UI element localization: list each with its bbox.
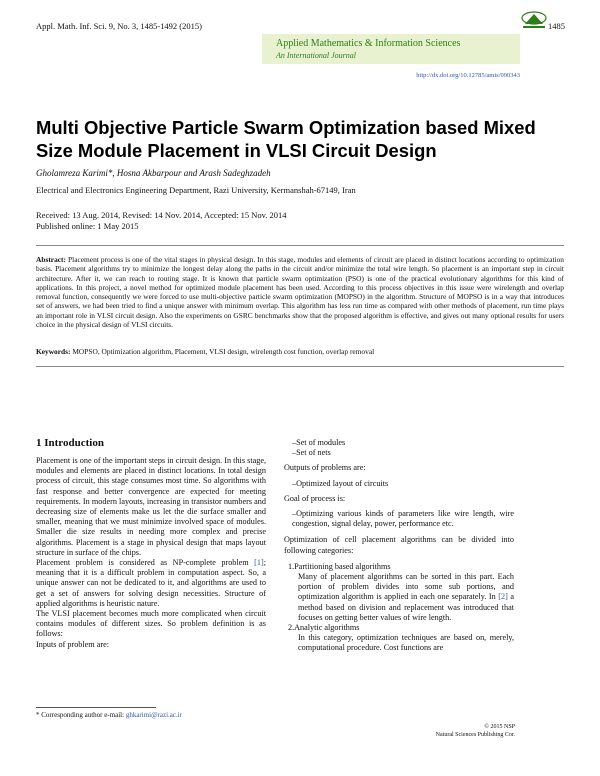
list-item-title: 2.Analytic algorithms [288, 623, 360, 633]
section-heading: 1 Introduction [36, 437, 104, 449]
list-item-title: 1.Partitioning based algorithms [288, 561, 391, 571]
journal-name: Applied Mathematics & Information Sciences [276, 38, 461, 49]
list-item: –Set of nets [292, 448, 331, 458]
list-item: –Set of modules [292, 438, 346, 447]
journal-citation: Appl. Math. Inf. Sci. 9, No. 3, 1485-1492 (2015) [36, 21, 202, 31]
keywords-label: Keywords: [36, 347, 71, 356]
email-link[interactable]: ghkarimi@razi.ac.ir [125, 711, 183, 719]
paragraph: Optimization of cell placement algorithms can be divided into following categories: [284, 535, 514, 555]
divider [36, 366, 564, 367]
paper-title: Multi Objective Particle Swarm Optimization based Mixed Size Module Placement in VLSI Circuit Design [36, 117, 536, 161]
doi-link[interactable]: http://dx.doi.org/10.12785/amis/090343 [416, 72, 520, 79]
paragraph: The VLSI placement becomes much more complicated when circuit contains modules of different sizes. So problem definition is as follows: [36, 609, 266, 639]
list-item-body: In this category, optimization techniques are based on, merely, computational procedure. Cost functions are [298, 633, 514, 653]
column-right [284, 438, 514, 654]
paragraph: Placement is one of the important steps in circuit design. In this stage, modules and elements are placed in distinct locations. In total design process of circuit, this stage consumes most time. So algorithms with fast response and better convergence are expected for meeting requirements. In modern layouts, increasing in transistor numbers and decreasing size of elements make us let the die surface smaller and smaller, meaning that we must minimize involved space of modules. Smaller die size results in needing more complex and precise algorithms. Placement is a stage in physical design that maps layout structure in surface of the chips. [36, 456, 266, 557]
divider [36, 245, 564, 246]
paragraph: Inputs of problem are: [36, 639, 109, 649]
paragraph: Goal of process is: [284, 493, 346, 503]
abstract-text: Placement process is one of the vital stages in physical design. In this stage, modules and elements of circuit are placed in distinct locations according to optimization basis. Placement algorithms try to minimize the longest delay along the paths in the circuit and/or minimize the total wire length. So placement is an important step in circuit architecture. After it, we can reach to routing stage. It is known that particle swarm optimization (PSO) is one of the practical evolutionary algorithms for this kind of applications. In this project, a novel method for optimized module placement has been used. According to this process objectives in this issue were wirelength and overlap removal function, consequently we were forced to use multi-objective particle swarm optimization (MOPSO) in the algorithm. Structure of MOPSO is in a way that introduces set of answers, we had been tried to find a unique answer with minimum overlap. This algorithm has less run time as compared with other methods of placement, run time plays an important role in VLSI circuit design. Also the experiments on GSRC benchmarks show that the proposed algorithm is effective, and gives out many optional results for users choice in the physical design of VLSI circuits. [36, 255, 564, 329]
keywords [36, 347, 564, 356]
list-item: –Optimized layout of circuits [292, 478, 389, 488]
paragraph: Outputs of problems are: [284, 463, 366, 473]
abstract [36, 255, 564, 329]
footnote: * Corresponding author e-mail: ghkarimi@razi.ac.ir [36, 711, 183, 719]
nsp-logo-icon [520, 10, 548, 30]
list-item: –Optimizing various kinds of parameters like wire length, wire congestion, signal delay, power, performance etc. [292, 509, 514, 529]
list-item-body: Many of placement algorithms can be sorted in this part. Each portion of problem divides into some sub portions, and optimization algorithm is applied in each one separately. In [2] a method based on division and replacement was introduced that focuses on getting better values of wire length. [298, 572, 514, 622]
received-dates: Received: 13 Aug. 2014, Revised: 14 Nov. 2014, Accepted: 15 Nov. 2014 [36, 210, 287, 220]
column-left [36, 456, 266, 650]
journal-banner [262, 34, 520, 64]
dates [36, 210, 287, 231]
keywords-text: MOPSO, Optimization algorithm, Placement, VLSI design, wirelength cost function, overlap removal [72, 347, 375, 356]
footnote-divider [36, 707, 156, 708]
paragraph: Placement problem is considered as NP-complete problem [1]; meaning that it is a difficult problem in computation aspect. So, a unique answer can not be dedicated to it, and algorithms are used to get a set of answers for solving design necessities. Structure of applied algorithms is heuristic nature. [36, 558, 266, 608]
citation-link[interactable]: [2] [498, 592, 508, 602]
page-number: 1485 [548, 21, 565, 31]
abstract-label: Abstract: [36, 255, 66, 264]
journal-subtitle: An International Journal [276, 51, 356, 60]
citation-link[interactable]: [1] [254, 558, 264, 568]
copyright: © 2015 NSP Natural Sciences Publishing Cor. [435, 724, 515, 738]
authors: Gholamreza Karimi*, Hosna Akbarpour and Arash Sadeghzadeh [36, 168, 271, 178]
published-date: Published online: 1 May 2015 [36, 220, 139, 231]
affiliation: Electrical and Electronics Engineering Department, Razi University, Kermanshah-67149, Iran [36, 185, 356, 195]
